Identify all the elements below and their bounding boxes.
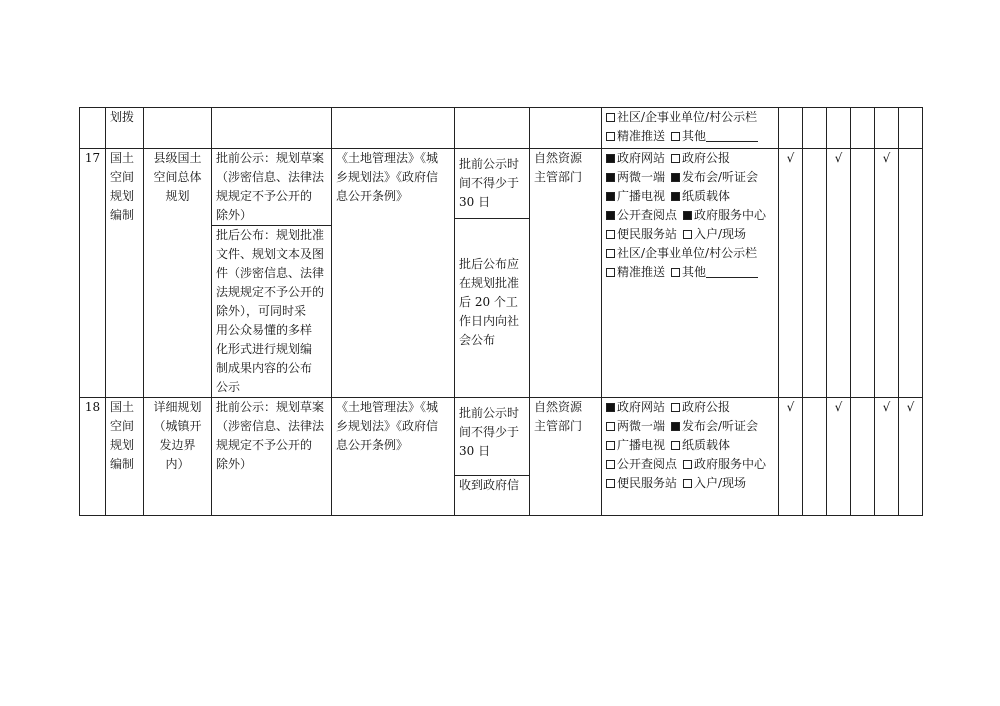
channels-cell	[602, 149, 779, 398]
check-mark-text: √	[882, 400, 891, 414]
content-text: 除外）	[216, 457, 253, 471]
time-post	[455, 218, 529, 350]
mark-cell	[899, 398, 923, 516]
item-text: 详细规划	[153, 400, 202, 414]
content-cell	[212, 398, 332, 516]
mark-cell	[803, 149, 827, 398]
channel-label: 社区/企事业单位/村公示栏	[617, 246, 758, 260]
check-mark-text: √	[834, 400, 843, 414]
content-text: 制成果内容的公布	[216, 361, 313, 375]
channel-label: 政府网站	[617, 400, 666, 414]
item-cell	[144, 108, 212, 149]
time-text: 批后公布应	[459, 257, 520, 271]
basis-text: 乡规划法》《政府信	[336, 170, 439, 184]
content-pre	[216, 149, 327, 225]
content-text: 件（涉密信息、法律	[216, 266, 325, 280]
channel-option	[606, 398, 665, 417]
item-cell	[144, 398, 212, 516]
time-text: 30 日	[459, 444, 491, 458]
channel-label: 纸质载体	[682, 438, 731, 452]
mark-cell	[851, 398, 875, 516]
basis-text: 《土地管理法》《城	[336, 151, 439, 165]
channel-label: 入户/现场	[694, 476, 747, 490]
content-text: 批前公示：规划草案	[216, 151, 325, 165]
check-mark-text: √	[786, 400, 795, 414]
channel-label: 广播电视	[617, 438, 666, 452]
channel-line	[606, 244, 774, 263]
unchecked-box-icon	[606, 249, 615, 258]
category-text: 空间	[110, 419, 135, 433]
channel-option	[606, 206, 677, 225]
channel-line	[606, 398, 774, 417]
channel-label: 政府服务中心	[694, 457, 767, 471]
channel-label: 政府公报	[682, 400, 731, 414]
mark-cell	[875, 108, 899, 149]
category-text: 国土	[110, 151, 135, 165]
time-text: 在规划批准	[459, 276, 520, 290]
basis-cell	[332, 398, 455, 516]
time-limit-cell	[455, 108, 530, 149]
unchecked-box-icon	[683, 479, 692, 488]
channel-label: 纸质载体	[682, 189, 731, 203]
table-row	[80, 149, 923, 398]
channel-label: 便民服务站	[617, 476, 678, 490]
channel-label: 发布会/听证会	[682, 419, 759, 433]
checked-box-icon	[606, 173, 615, 182]
channel-option	[606, 263, 665, 282]
mark-cell	[827, 149, 851, 398]
mark-cell	[803, 398, 827, 516]
channel-option	[683, 225, 746, 244]
channel-line	[606, 474, 774, 493]
content-cell	[212, 149, 332, 398]
mark-cell	[875, 398, 899, 516]
channel-option	[606, 417, 665, 436]
blank-underline	[706, 129, 758, 142]
channel-line	[606, 149, 774, 168]
subject-text: 自然资源	[534, 151, 583, 165]
content-text: 除外），可同时采	[216, 304, 307, 318]
item-cell	[144, 149, 212, 398]
category-text: 国土	[110, 400, 135, 414]
channel-label: 精准推送	[617, 265, 666, 279]
item-text: 划拨	[110, 110, 135, 124]
channel-label: 政府公报	[682, 151, 731, 165]
time-limit-cell	[455, 398, 530, 516]
checked-box-icon	[606, 403, 615, 412]
checked-box-icon	[671, 173, 680, 182]
channel-option	[683, 474, 746, 493]
channel-line	[606, 225, 774, 244]
channel-option	[671, 436, 730, 455]
basis-cell	[332, 149, 455, 398]
time-text: 间不得少于	[459, 176, 520, 190]
content-text: 化形式进行规划编	[216, 342, 313, 356]
unchecked-box-icon	[606, 479, 615, 488]
mark-cell	[827, 108, 851, 149]
unchecked-box-icon	[671, 154, 680, 163]
unchecked-box-icon	[671, 403, 680, 412]
content-text: 批后公布：规划批准	[216, 228, 325, 242]
channel-line	[606, 436, 774, 455]
channels-cell	[602, 398, 779, 516]
mark-cell	[803, 108, 827, 149]
row-number-cell	[80, 108, 106, 149]
time-text: 30 日	[459, 195, 491, 209]
time-text: 会公布	[459, 333, 496, 347]
subject-cell	[530, 149, 602, 398]
channel-label: 两微一端	[617, 170, 666, 184]
mark-cell	[827, 398, 851, 516]
content-text: 法规规定不予公开的	[216, 285, 325, 299]
unchecked-box-icon	[671, 132, 680, 141]
channel-option	[606, 187, 665, 206]
unchecked-box-icon	[683, 230, 692, 239]
channel-option	[606, 149, 665, 168]
channel-line	[606, 187, 774, 206]
time-text: 批前公示时	[459, 406, 520, 420]
checked-box-icon	[671, 192, 680, 201]
channel-option	[606, 436, 665, 455]
channel-label: 公开查阅点	[617, 457, 678, 471]
content-pre	[216, 398, 327, 474]
basis-text: 《土地管理法》《城	[336, 400, 439, 414]
category-cell	[106, 398, 144, 516]
category-cell	[106, 149, 144, 398]
channels-cell	[602, 108, 779, 149]
time-limit-cell	[455, 149, 530, 398]
content-text: 文件、规划文本及图	[216, 247, 325, 261]
unchecked-box-icon	[606, 268, 615, 277]
item-text: 内）	[165, 457, 190, 471]
basis-text: 乡规划法》《政府信	[336, 419, 439, 433]
channel-label: 其他	[682, 265, 707, 279]
category-text: 规划	[110, 438, 135, 452]
unchecked-box-icon	[606, 132, 615, 141]
unchecked-box-icon	[671, 268, 680, 277]
unchecked-box-icon	[606, 460, 615, 469]
content-post	[212, 225, 331, 397]
item-text: 空间总体	[153, 170, 202, 184]
subject-cell	[530, 398, 602, 516]
time-text: 批前公示时	[459, 157, 520, 171]
mark-cell	[779, 108, 803, 149]
row-number-cell: 18	[80, 398, 106, 516]
time-text: 作日内向社	[459, 314, 520, 328]
time-post	[455, 475, 529, 495]
item-text: 县级国土	[153, 151, 202, 165]
content-cell	[212, 108, 332, 149]
unchecked-box-icon	[606, 441, 615, 450]
channel-label: 两微一端	[617, 419, 666, 433]
mark-cell	[875, 149, 899, 398]
blank-underline	[706, 265, 758, 278]
check-mark-text: √	[906, 400, 915, 414]
channel-option	[671, 398, 730, 417]
item-text: 发边界	[159, 438, 196, 452]
channel-line	[606, 168, 774, 187]
channel-label: 社区/企事业单位/村公示栏	[617, 110, 758, 124]
channel-label: 广播电视	[617, 189, 666, 203]
time-pre	[459, 398, 525, 467]
channel-line	[606, 206, 774, 225]
category-text: 编制	[110, 457, 135, 471]
time-text: 收到政府信	[459, 478, 520, 492]
basis-text: 息公开条例》	[336, 438, 409, 452]
time-text: 后 20 个工	[459, 295, 518, 309]
content-text: 规规定不予公开的	[216, 438, 313, 452]
content-text: （涉密信息、法律法	[216, 170, 325, 184]
category-cell	[106, 108, 144, 149]
content-text: 规规定不予公开的	[216, 189, 313, 203]
item-text: 规划	[165, 189, 190, 203]
mark-cell	[779, 149, 803, 398]
disclosure-table	[79, 107, 923, 516]
channel-label: 政府网站	[617, 151, 666, 165]
mark-cell	[779, 398, 803, 516]
content-text: 批前公示：规划草案	[216, 400, 325, 414]
channel-label: 入户/现场	[694, 227, 747, 241]
channel-line	[606, 263, 774, 282]
content-text: 用公众易懂的多样	[216, 323, 313, 337]
checked-box-icon	[606, 154, 615, 163]
checked-box-icon	[671, 422, 680, 431]
unchecked-box-icon	[683, 460, 692, 469]
channel-option	[606, 244, 757, 263]
mark-cell	[851, 149, 875, 398]
check-mark-text: √	[786, 151, 795, 165]
basis-text: 息公开条例》	[336, 189, 409, 203]
channel-label: 精准推送	[617, 129, 666, 143]
channel-line	[606, 455, 774, 474]
table-row	[80, 398, 923, 516]
channel-option	[606, 127, 665, 146]
mark-cell	[851, 108, 875, 149]
mark-cell	[899, 149, 923, 398]
channel-option	[671, 263, 758, 282]
mark-cell	[899, 108, 923, 149]
channel-label: 公开查阅点	[617, 208, 678, 222]
check-mark-text: √	[834, 151, 843, 165]
channel-option	[671, 417, 758, 436]
subject-cell	[530, 108, 602, 149]
row-number-cell: 17	[80, 149, 106, 398]
unchecked-box-icon	[606, 113, 615, 122]
channel-option	[606, 168, 665, 187]
time-pre	[459, 149, 525, 218]
channel-line	[606, 417, 774, 436]
channel-option	[606, 455, 677, 474]
channel-label: 其他	[682, 129, 707, 143]
channel-option	[683, 455, 766, 474]
content-text: （涉密信息、法律法	[216, 419, 325, 433]
table-row	[80, 108, 923, 149]
checked-box-icon	[683, 211, 692, 220]
channel-label: 政府服务中心	[694, 208, 767, 222]
unchecked-box-icon	[606, 422, 615, 431]
subject-text: 主管部门	[534, 419, 583, 433]
checked-box-icon	[606, 192, 615, 201]
check-mark-text: √	[882, 151, 891, 165]
subject-text: 主管部门	[534, 170, 583, 184]
basis-cell	[332, 108, 455, 149]
category-text: 编制	[110, 208, 135, 222]
category-text: 规划	[110, 189, 135, 203]
channel-line	[606, 108, 774, 127]
unchecked-box-icon	[606, 230, 615, 239]
channel-option	[606, 474, 677, 493]
channel-option	[671, 127, 758, 146]
channel-option	[671, 149, 730, 168]
channel-line	[606, 127, 774, 146]
item-text: （城镇开	[153, 419, 202, 433]
channel-label: 发布会/听证会	[682, 170, 759, 184]
channel-option	[683, 206, 766, 225]
channel-option	[606, 108, 757, 127]
time-text: 间不得少于	[459, 425, 520, 439]
unchecked-box-icon	[671, 441, 680, 450]
subject-text: 自然资源	[534, 400, 583, 414]
category-text: 空间	[110, 170, 135, 184]
channel-option	[606, 225, 677, 244]
content-text: 除外）	[216, 208, 253, 222]
channel-option	[671, 187, 730, 206]
checked-box-icon	[606, 211, 615, 220]
content-text: 公示	[216, 380, 241, 394]
channel-label: 便民服务站	[617, 227, 678, 241]
channel-option	[671, 168, 758, 187]
